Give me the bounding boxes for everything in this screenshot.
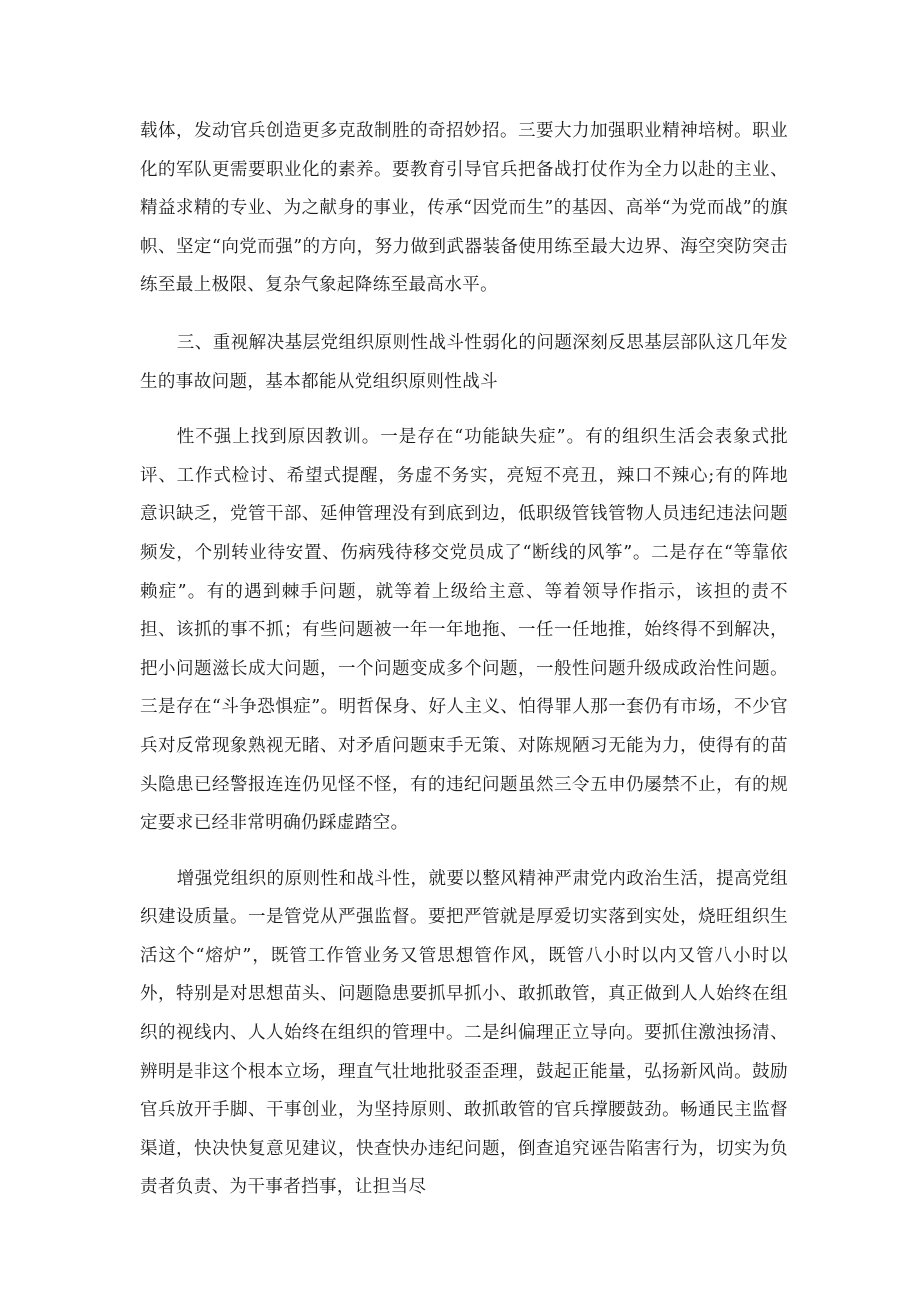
- paragraph-2-section-heading: 三、重视解决基层党组织原则性战斗性弱化的问题深刻反思基层部队这几年发生的事故问题，基本都能从党组织原则性战斗: [140, 332, 788, 392]
- paragraph-1: 载体，发动官兵创造更多克敌制胜的奇招妙招。三要大力加强职业精神培树。职业化的军队更需要职业化的素养。要教育引导官兵把备战打仗作为全力以赴的主业、精益求精的专业、为之献身的事业，传承“因党而生”的基因、高举“为党而战”的旗帜、坚定“向党而强”的方向，努力做到武器装备使用练至最大边界、海空突防突击练至最上极限、复杂气象起降练至最高水平。: [140, 121, 788, 296]
- paragraph-3: 性不强上找到原因教训。一是存在“功能缺失症”。有的组织生活会表象式批评、工作式检讨、希望式提醒，务虚不务实，亮短不亮丑，辣口不辣心;有的阵地意识缺乏，党管干部、延伸管理没有到底到边，低职级管钱管物人员违纪违法问题频发，个别转业待安置、伤病残待移交党员成了“断线的风筝”。二是存在“等靠依赖症”。有的遇到棘手问题，就等着上级给主意、等着领导作指示，该担的责不担、该抓的事不抓；有些问题被一年一年地拖、一任一任地推，始终得不到解决，把小问题滋长成大问题，一个问题变成多个问题，一般性问题升级成政治性问题。三是存在“斗争恐惧症”。明哲保身、好人主义、怕得罪人那一套仍有市场，不少官兵对反常现象熟视无睹、对矛盾问题束手无策、对陈规陋习无能为力，使得有的苗头隐患已经警报连连仍见怪不怪，有的违纪问题虽然三令五申仍屡禁不止，有的规定要求已经非常明确仍踩虚踏空。: [140, 427, 788, 834]
- paragraph-4: 增强党组织的原则性和战斗性，就要以整风精神严肃党内政治生活，提高党组织建设质量。一是管党从严强监督。要把严管就是厚爱切实落到实处，烧旺组织生活这个“熔炉”，既管工作管业务又管思想管作风，既管八小时以内又管八小时以外，特别是对思想苗头、问题隐患要抓早抓小、敢抓敢管，真正做到人人始终在组织的视线内、人人始终在组织的管理中。二是纠偏理正立导向。要抓住激浊扬清、辨明是非这个根本立场，理直气壮地批驳歪歪理，鼓起正能量，弘扬新风尚。鼓励官兵放开手脚、干事创业，为坚持原则、敢抓敢管的官兵撑腰鼓劲。畅通民主监督渠道，快决快复意见建议，快查快办违纪问题，倒查追究诬告陷害行为，切实为负责者负责、为干事者挡事，让担当尽: [140, 868, 788, 1198]
- document-body: [140, 112, 788, 1224]
